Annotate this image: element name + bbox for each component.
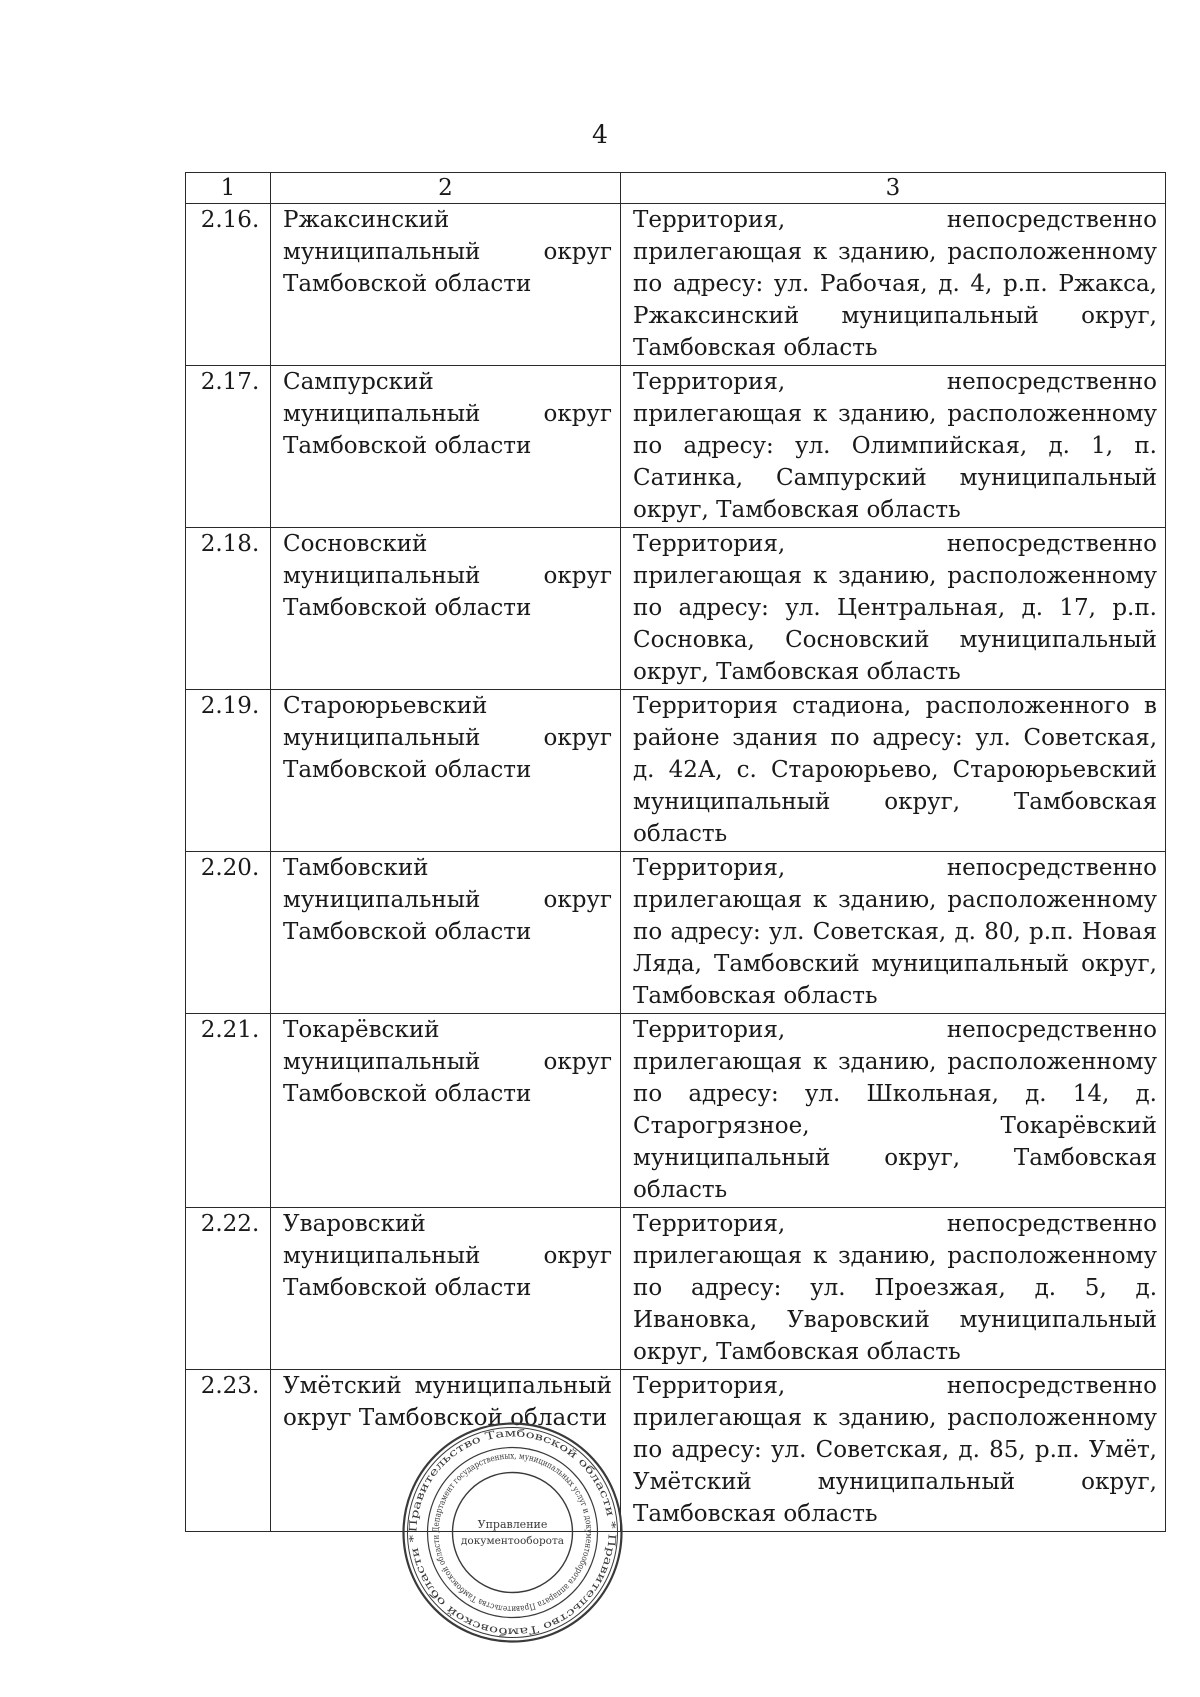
- table-row: [186, 528, 1166, 690]
- stamp-outer-textpath: Правительство Тамбовской области * Правительство Тамбовской области *: [407, 1427, 618, 1638]
- stamp-inner-ring: [453, 1473, 573, 1593]
- district-cell: [271, 528, 621, 690]
- locations-table: [185, 172, 1166, 1532]
- location-description: Территория, непосредственно прилегающая к зданию, расположенному по адресу: ул. Олимпийская, д. 1, п. Сатинка, Сампурский муниципальный округ, Тамбовская область: [633, 369, 1157, 523]
- location-description: Территория, непосредственно прилегающая к зданию, расположенному по адресу: ул. Советская, д. 80, р.п. Новая Ляда, Тамбовский муниципальный округ, Тамбовская область: [633, 855, 1157, 1009]
- row-number: 2.19.: [186, 690, 271, 852]
- stamp-center-line-1: Управление: [477, 1518, 548, 1531]
- district-cell: [271, 366, 621, 528]
- location-description: Территория, непосредственно прилегающая к зданию, расположенному по адресу: ул. Рабочая, д. 4, р.п. Ржакса, Ржаксинский муниципальный округ, Тамбовская область: [633, 207, 1157, 361]
- document-stamp: [400, 1420, 625, 1645]
- district-cell: [271, 204, 621, 366]
- district-cell: [271, 1014, 621, 1208]
- row-number: 2.22.: [186, 1208, 271, 1370]
- row-number: 2.16.: [186, 204, 271, 366]
- location-cell: [621, 852, 1166, 1014]
- header-col-2: 2: [271, 173, 621, 204]
- table-row: [186, 1014, 1166, 1208]
- table-row: [186, 690, 1166, 852]
- row-number: 2.18.: [186, 528, 271, 690]
- district-cell: [271, 690, 621, 852]
- table-row: [186, 852, 1166, 1014]
- header-col-1: 1: [186, 173, 271, 204]
- row-number: 2.20.: [186, 852, 271, 1014]
- location-description: Территория, непосредственно прилегающая к зданию, расположенному по адресу: ул. Проезжая, д. 5, д. Ивановка, Уваровский муниципальный округ, Тамбовская область: [633, 1211, 1157, 1365]
- location-description: Территория, непосредственно прилегающая к зданию, расположенному по адресу: ул. Центральная, д. 17, р.п. Сосновка, Сосновский муниципальный округ, Тамбовская область: [633, 531, 1157, 685]
- table-row: [186, 204, 1166, 366]
- district-name: Сосновский муниципальный округ Тамбовской области: [283, 531, 612, 621]
- stamp-middle-text: [431, 1451, 593, 1613]
- location-cell: [621, 1370, 1166, 1532]
- location-cell: [621, 366, 1166, 528]
- location-description: Территория, непосредственно прилегающая к зданию, расположенному по адресу: ул. Советская, д. 85, р.п. Умёт, Умётский муниципальный округ, Тамбовская область: [633, 1373, 1157, 1527]
- table-header-row: [186, 173, 1166, 204]
- location-description: Территория стадиона, расположенного в районе здания по адресу: ул. Советская, д. 42А, с. Староюрьево, Староюрьевский муниципальный округ, Тамбовская область: [633, 693, 1157, 847]
- table-row: [186, 1208, 1166, 1370]
- district-name: Сампурский муниципальный округ Тамбовской области: [283, 369, 612, 459]
- location-cell: [621, 1208, 1166, 1370]
- location-cell: [621, 690, 1166, 852]
- district-name: Уваровский муниципальный округ Тамбовской области: [283, 1211, 612, 1301]
- location-cell: [621, 1014, 1166, 1208]
- stamp-center-line-2: документооборота: [460, 1535, 565, 1547]
- location-cell: [621, 204, 1166, 366]
- table-row: [186, 366, 1166, 528]
- district-name: Ржаксинский муниципальный округ Тамбовской области: [283, 207, 612, 297]
- header-col-3: 3: [621, 173, 1166, 204]
- stamp-middle-textpath: Департамент государственных, муниципальных услуг и документооборота аппарата Правительства Тамбовской области: [431, 1451, 594, 1614]
- row-number: 2.21.: [186, 1014, 271, 1208]
- district-name: Староюрьевский муниципальный округ Тамбовской области: [283, 693, 612, 783]
- page-number: 4: [592, 120, 608, 149]
- row-number: 2.23.: [186, 1370, 271, 1532]
- location-cell: [621, 528, 1166, 690]
- district-name: Умётский муниципальный округ Тамбовской области: [283, 1373, 612, 1431]
- district-cell: [271, 852, 621, 1014]
- district-cell: [271, 1208, 621, 1370]
- table-row: [186, 1370, 1166, 1532]
- district-name: Тамбовский муниципальный округ Тамбовской области: [283, 855, 612, 945]
- district-name: Токарёвский муниципальный округ Тамбовской области: [283, 1017, 612, 1107]
- location-description: Территория, непосредственно прилегающая к зданию, расположенному по адресу: ул. Школьная, д. 14, д. Старогрязное, Токарёвский муниципальный округ, Тамбовская область: [633, 1017, 1157, 1203]
- row-number: 2.17.: [186, 366, 271, 528]
